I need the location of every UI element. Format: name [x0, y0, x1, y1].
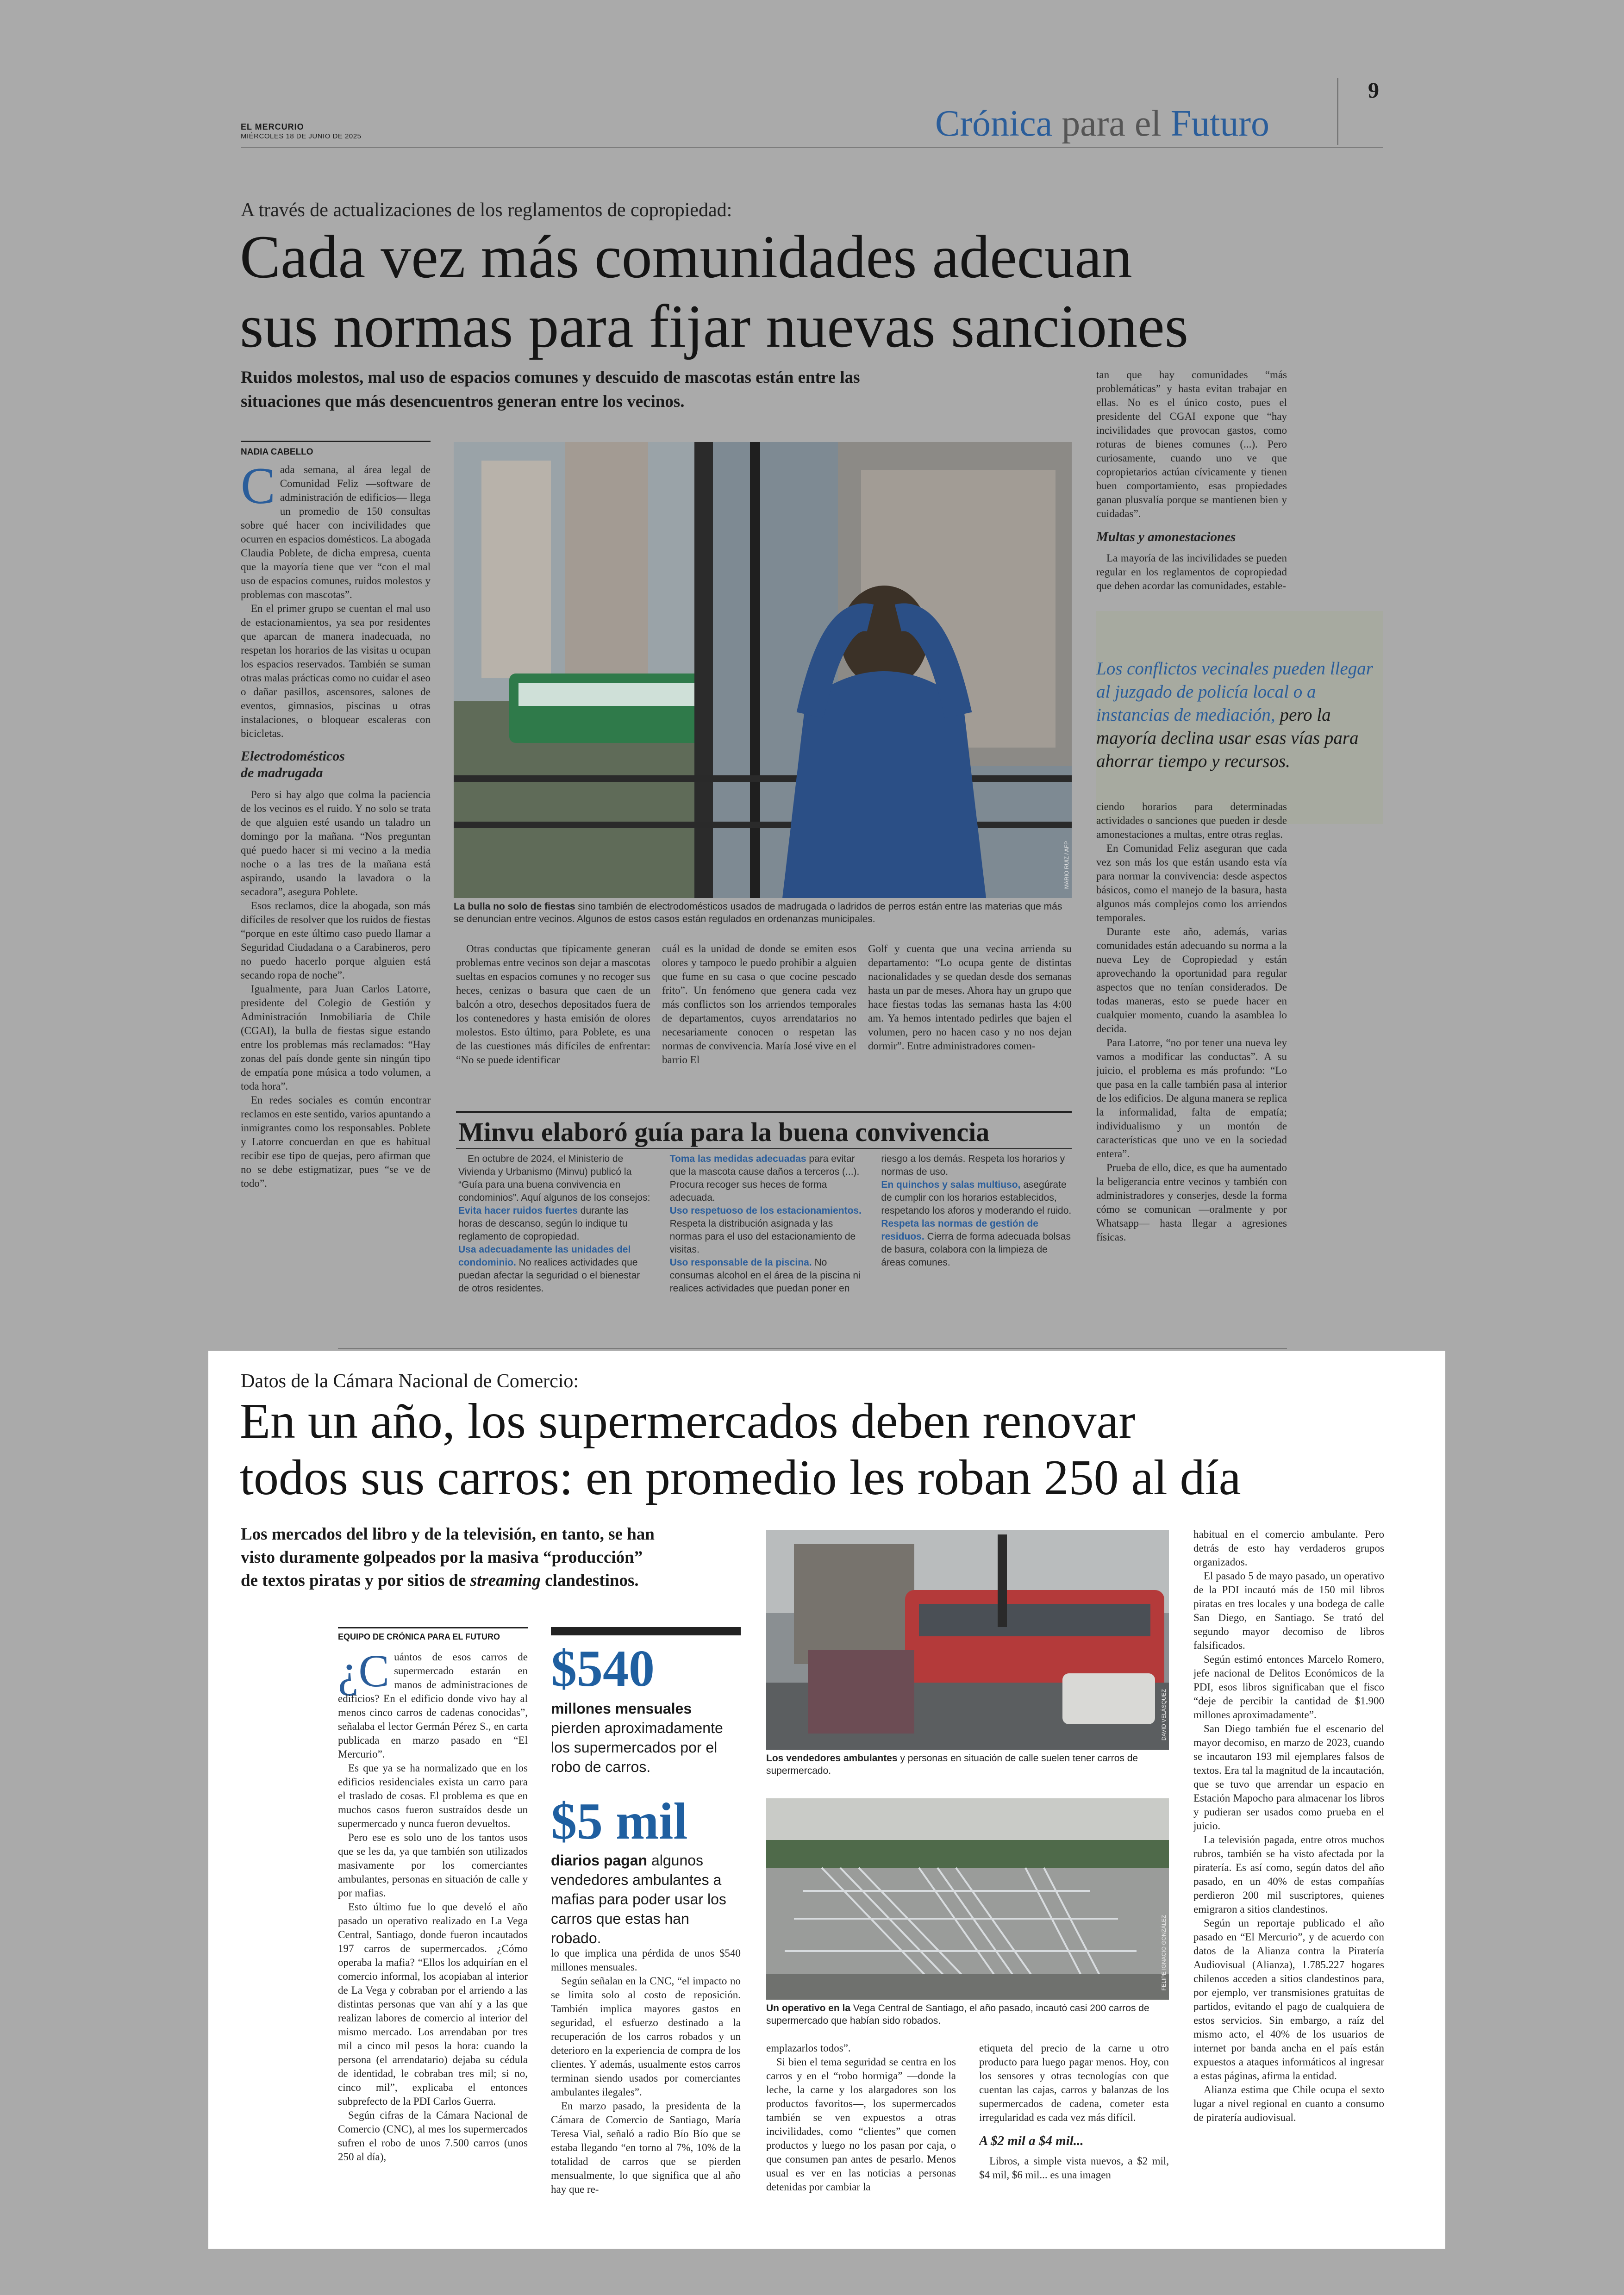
stat2-desc: algunos vendedores ambulantes a mafias para poder usar los carros que estas han robado. — [551, 1852, 726, 1946]
photo2-caption-text: Vega Central de Santiago, el año pasado, incautó casi 200 carros de supermercado que habían sido robados. — [766, 2003, 1149, 2026]
article1-paragraph: Durante este año, además, varias comunidades están adecuando su norma a la nueva Ley de Copropiedad y están aprovechando la oportunidad para regular aspectos que no tenían considerados. De todas maneras, esto se puede hacer en cualquier momento, cuando la asamblea lo decida. — [1096, 926, 1287, 1035]
box-tip — [881, 1179, 1074, 1217]
photo1-credit: DAVID VELÁSQUEZ — [1161, 1689, 1167, 1740]
section-title-a: Crónica — [935, 103, 1053, 144]
article2-paragraph: Según un reportaje publicado el año pasado en “El Mercurio”, y de acuerdo con datos de la Alianza contra la Piratería Audiovisual (Alianza), 1.785.227 hogares chilenos acceden a sitios clandestinos para, por ejemplo, ver transmisiones gratuitas de partidos, evitando el pago de cualquiera de estos servicios. Sin embargo, a raíz del mismo acto, el 40% de los usuarios de internet por banda ancha en el país están expuestos a ataques informáticos al ingresar a estas páginas, afirma la entidad. — [1193, 1917, 1384, 2082]
article2-dropcap: ¿C — [338, 1650, 390, 1696]
article1-deck-line2: situaciones que más desencuentros generan entre los vecinos. — [241, 392, 685, 411]
article1-photo-caption — [454, 900, 1072, 925]
article-divider — [338, 1348, 1287, 1349]
box-tip-text: asegúrate de cumplir con los horarios establecidos, respetando los aforos y moderando el ruido. — [881, 1179, 1072, 1216]
article2-paragraph: Según señalan en la CNC, “el impacto no se limita solo al costo de reposición. También implica mayores gastos en seguridad, el esfuerzo destinado a la recuperación de los carros robados y un deterioro en la experiencia de compra de los clientes. Y además, usualmente estos carros terminan siendo usados por comerciantes ambulantes ilegales”. — [551, 1975, 741, 2098]
article1-caption-bold: La bulla no solo de fiestas — [454, 901, 575, 912]
box-top-rule — [456, 1111, 1072, 1113]
article2-byline: EQUIPO DE CRÓNICA PARA EL FUTURO — [338, 1632, 500, 1641]
stat1-desc: pierden aproximadamente los supermercados por el robo de carros. — [551, 1720, 723, 1775]
article1-paragraph: En Comunidad Feliz aseguran que cada vez son más los que están usando esta vía para normar la convivencia: desde aspectos básicos, como el manejo de la basura, hasta algunos más complejos como los arriendos temporales. — [1096, 842, 1287, 923]
pullquote — [1096, 657, 1379, 773]
box-tip-title: Respeta las normas de gestión de residuos. — [881, 1218, 1038, 1242]
article1-lead: ada semana, al área legal de Comunidad Feliz —software de administración de edificios— llega un promedio de 150 consultas sobre qué hacer con incivilidades que ocurren en espacios domésticos. La abogada Claudia Poblete, de dicha empresa, cuenta que la mayoría tiene que ver “con el mal uso de espacios comunes, ruidos molestos y problemas con mascotas”. — [241, 464, 431, 600]
stats-rule — [551, 1627, 741, 1635]
deck-text: clandestinos. — [540, 1571, 639, 1590]
pullquote-text: pero la mayoría declina usar esas vías para ahorrar tiempo y recursos. — [1096, 705, 1359, 771]
article1-right-subhead: Multas y amonestaciones — [1096, 530, 1236, 544]
article1-column-1 — [241, 463, 431, 1328]
article1-headline — [240, 222, 1305, 361]
article1-paragraph: La mayoría de las incivilidades se pueden regular en los reglamentos de copropiedad que deben acordar las comunidades, estable- — [1096, 552, 1287, 592]
article2-paragraph: Esto último fue lo que develó el año pasado un operativo realizado en La Vega Central, Santiago, donde fueron incautados 197 carros de supermercados. ¿Cómo operaba la mafia? “Ellos los adquirían en el comercio informal, los acopiaban al interior de La Vega y cobraban por el arriendo a las distintas personas que van ahí y a las que realizan labores de comercio al interior del mismo mercado. Los arrendaban por tres mil a cinco mil pesos la hora: cuando la persona (el arrendatario) dejaba su cédula de identidad, le cobraban tres mil; si no, cinco mil”, explicaba el entonces subprefecto de la PDI Carlos Guerra. — [338, 1901, 528, 2107]
article2-photo-1 — [766, 1530, 1169, 1750]
stat2-value: $5 mil — [551, 1793, 688, 1850]
masthead-divider — [1337, 78, 1338, 145]
article1-paragraph: En el primer grupo se cuentan el mal uso de estacionamientos, ya sea por residentes que aparcan de manera inadecuada, no respetan los horarios de las visitas u ocupan los espacios reservados. También se suman otras malas prácticas como no cuidar el aseo o dañar pasillos, ascensores, salones de eventos, gimnasios, piscinas u otras instalaciones, o bloquear escaleras con bicicletas. — [241, 603, 431, 739]
article2-paragraph: etiqueta del precio de la carne u otro producto para luego pagar menos. Hoy, con los sensores y otras tecnologías con que cuentan las cajas, carros y balanzas de los supermercados de cadena, cometer esta irregularidad es cada vez más difícil. — [979, 2042, 1169, 2123]
article2-deck-line2: visto duramente golpeados por la masiva “producción” — [241, 1548, 643, 1567]
article1-paragraph: Esos reclamos, dice la abogada, son más difíciles de resolver que los ruidos de fiestas “porque en este último caso puedo llamar a Seguridad Ciudadana o a Carabineros, pero no puedo hacerlo porque alguien está secando ropa de noche”. — [241, 900, 431, 981]
box-tip-text: Cierra de forma adecuada bolsas de basura, colabora con la limpieza de áreas comunes. — [881, 1231, 1071, 1268]
article2-paragraph: Pero ese es solo uno de los tantos usos que se les da, ya que también son utilizados masivamente por los comerciantes ambulantes, personas en situación de calle y por mafias. — [338, 1832, 528, 1899]
article2-paragraph: En marzo pasado, la presidenta de la Cámara de Comercio de Santiago, María Teresa Vial, señaló a radio Bío Bío que se estaba llegando “en torno al 7%, 10% de la totalidad de carros que se pierden mensualmente, lo que significa que al año hay que re- — [551, 2100, 741, 2195]
article1-paragraph: tan que hay comunidades “más problemáticas” y hasta evitan trabajar en ellas. No es el único costo, pues el presidente del CGAI expone que “hay incivilidades que provocan gastos, como roturas de bienes comunes (...). Pero curiosamente, cuando uno ve que copropietarios actúan cívicamente y tienen buen comportamiento, esas propiedades ganan plusvalía porque se mantienen bien y cuidadas”. — [1096, 369, 1287, 519]
box-title: Minvu elaboró guía para la buena convivencia — [458, 1117, 990, 1147]
box-intro: En octubre de 2024, el Ministerio de Vivienda y Urbanismo (Minvu) publicó la “Guía para una buena convivencia en condominios”. Aquí algunos de los consejos: — [458, 1154, 650, 1203]
stat1-text — [551, 1699, 741, 1777]
deck-text: de textos piratas y por sitios de — [241, 1571, 470, 1590]
section-title-c: Futuro — [1170, 103, 1269, 144]
article2-byline-rule — [338, 1627, 528, 1628]
box-tip-title: Uso responsable de la piscina. — [669, 1257, 812, 1268]
article1-caption-text: sino también de electrodomésticos usados de madrugada o ladridos de perros están entre las materias que más se denuncian entre vecinos. Algunos de estos casos están regulados en ordenanzas municipales. — [454, 901, 1062, 924]
article2-headline — [240, 1393, 1425, 1506]
box-title-rule — [456, 1148, 1072, 1149]
article2-right-column — [1193, 1528, 1384, 2229]
article1-byline: NADIA CABELLO — [241, 447, 313, 457]
box-tip-title: Evita hacer ruidos fuertes — [458, 1205, 578, 1216]
article2-column-4 — [979, 2041, 1169, 2229]
photo2-credit: FELIPE IGNACIO GONZÁLEZ — [1161, 1915, 1167, 1990]
issue-date: MIÉRCOLES 18 DE JUNIO DE 2025 — [241, 132, 362, 140]
article2-photo-2 — [766, 1798, 1169, 2000]
photo1-caption-text: y personas en situación de calle suelen tener carros de supermercado. — [766, 1753, 1138, 1776]
box-tip-text: No realices actividades que puedan afectar la seguridad o el bienestar de otros residentes. — [458, 1257, 640, 1294]
article1-deck-line1: Ruidos molestos, mal uso de espacios comunes y descuido de mascotas están entre las — [241, 368, 860, 387]
box-tip-title: Uso respetuoso de los estacionamientos. — [669, 1205, 862, 1216]
article2-paragraph: San Diego también fue el escenario del mayor decomiso, en marzo de 2023, cuando se incautaron 193 mil ejemplares falsos de textos. Era tal la magnitud de la incautación, que se tuvo que arrendar un espacio en Estación Mapocho para almacenar los libros y pudieran ser usados como prueba en el juicio. — [1193, 1723, 1384, 1832]
article2-deck-line1: Los mercados del libro y de la televisión, en tanto, se han — [241, 1525, 655, 1544]
article1-paragraph: Igualmente, para Juan Carlos Latorre, presidente del Colegio de Gestión y Administración Inmobiliaria de Chile (CGAI), la bulla de fiestas sigue estando entre los problemas más reclamados: “Hay zonas del país donde gente sin ningún tipo de empatía pone música a todo volumen, a toda hora”. — [241, 983, 431, 1092]
box-tip-text: durante las horas de descanso, según lo indique tu reglamento de copropiedad. — [458, 1205, 629, 1242]
page-number: 9 — [1368, 78, 1379, 103]
article1-kicker: A través de actualizaciones de los reglamentos de copropiedad: — [241, 200, 732, 221]
article2-subhead: A $2 mil a $4 mil... — [979, 2133, 1084, 2148]
box-tip — [670, 1204, 863, 1256]
article1-right-top — [1096, 368, 1287, 609]
deck-italic: streaming — [470, 1571, 541, 1590]
article1-column-2 — [456, 942, 650, 1113]
article2-paragraph: La televisión pagada, entre otros muchos rubros, también se ha visto afectada por la piratería. Es así como, según datos del año pasado, en un 40% de estas compañías perdieron 200 mil suscriptores, quienes emigraron a sitios clandestinos. — [1193, 1834, 1384, 1915]
article2-photo1-caption — [766, 1752, 1169, 1777]
box-body — [458, 1153, 1074, 1324]
box-tip-title: En quinchos y salas multiuso, — [881, 1179, 1021, 1190]
article2-headline-line1: En un año, los supermercados deben renovar — [240, 1394, 1136, 1449]
article2-column-1 — [338, 1650, 528, 2229]
article1-paragraph: Golf y cuenta que una vecina arrienda su departamento: “Lo ocupa gente de distintas nacionalidades y se quedan desde dos semanas hasta un par de meses. Ahora hay un grupo que hace fiestas todas las semanas hasta las 4:00 am. Ya hemos intentado pedirles que bajen el volumen, pero no hacen caso y no nos dejan dormir”. Entre administradores comen- — [868, 943, 1072, 1052]
article2-headline-line2: todos sus carros: en promedio les roban 250 al día — [240, 1450, 1241, 1505]
box-tip-title: Usa adecuadamente las unidades del condominio. — [458, 1244, 631, 1268]
box-tip — [670, 1153, 863, 1204]
article2-paragraph: Alianza estima que Chile ocupa el sexto lugar a nivel regional en cuanto a consumo de piratería audiovisual. — [1193, 2084, 1384, 2123]
article2-deck-line3 — [241, 1569, 764, 1592]
article1-paragraph: Otras conductas que típicamente generan problemas entre vecinos son dejar a mascotas sueltas en espacios comunes y no recoger sus heces, cenizas o basura que caen de un balcón a otro, desechos depositados fuera de los contenedores y hasta emisión de olores molestos. Esto último, para Poblete, es una de las cuestiones más difíciles de enfrentar: “No se puede identificar — [456, 943, 650, 1066]
article2-paragraph: Según estimó entonces Marcelo Romero, jefe nacional de Delitos Económicos de la PDI, esos libros significaban que el fisco “deje de percibir la cantidad de $1.900 millones aproximadamente”. — [1193, 1653, 1384, 1721]
article1-paragraph: Para Latorre, “no por tener una nueva ley vamos a modificar las conductas”. A su juicio, el problema es más profundo: “Lo que pasa en la calle también pasa al interior de los edificios. De alguna manera se replica la informalidad, falta de empatía; individualismo y un montón de características que uno ve en la sociedad entera”. — [1096, 1037, 1287, 1160]
byline-rule — [241, 441, 431, 442]
article1-paragraph: ciendo horarios para determinadas actividades o sanciones que pueden ir desde amonestaciones a multas, entre otras reglas. — [1096, 801, 1287, 840]
article2-deck — [241, 1523, 764, 1592]
article2-paragraph: Si bien el tema seguridad se centra en los carros y en el “robo hormiga” —donde la leche, la carne y los alargadores son los productos favoritos—, los supermercados también se ven expuestos a otras incivilidades, como “clientes” que comen productos y luego no los pasan por caja, o que consumen pan antes de pesarlo. Menos usual es ver en las noticias a personas detenidas por cambiar la — [766, 2056, 956, 2193]
article1-paragraph: En redes sociales es común encontrar reclamos en este sentido, varios apuntando a inmigrantes como los responsables. Poblete y Latorre concuerdan en que es habitual recibir ese tipo de quejas, pero afirman que no se debe estigmatizar, pues “se ve de todo”. — [241, 1094, 431, 1189]
article1-headline-line2: sus normas para fijar nuevas sanciones — [240, 292, 1189, 360]
article1-paragraph: cuál es la unidad de donde se emiten esos olores y tampoco le puedo prohibir a alguien que fume en su casa o que cocine pescado frito”. Un fenómeno que genera cada vez más conflictos son los arriendos temporales de departamentos, cuyos arrendatarios no necesariamente conocen o respetan las normas de convivencia. María José vive en el barrio El — [662, 943, 856, 1066]
article1-column-3 — [662, 942, 856, 1113]
box-tip-title: Toma las medidas adecuadas — [669, 1154, 806, 1164]
article1-right-bottom — [1096, 800, 1287, 1325]
article2-photo2-caption — [766, 2002, 1169, 2027]
article2-paragraph: habitual en el comercio ambulante. Pero detrás de esto hay verdaderos grupos organizados. — [1193, 1528, 1384, 1568]
article2-column-3 — [766, 2041, 956, 2229]
photo1-caption-bold: Los vendedores ambulantes — [766, 1753, 898, 1764]
box-tip — [458, 1243, 651, 1295]
stat2-text — [551, 1851, 741, 1948]
section-title — [935, 103, 1269, 145]
article1-photo-illustration — [454, 442, 1072, 898]
box-tip — [881, 1217, 1074, 1269]
stat1-value: $540 — [551, 1640, 655, 1697]
masthead-rule — [241, 147, 1383, 148]
box-tip-text: No consumas alcohol en el área de la piscina ni realices actividades que puedan poner en riesgo a los demás. Respeta los horarios y normas de uso. — [669, 1154, 1065, 1294]
box-tip — [458, 1204, 651, 1243]
photo2-caption-bold: Un operativo en la — [766, 2003, 851, 2014]
article2-kicker: Datos de la Cámara Nacional de Comercio: — [241, 1371, 579, 1392]
article2-paragraph: Es que ya se ha normalizado que en los edificios residenciales exista un carro para el traslado de cosas. El problema es que en muchos casos fueron sustraídos desde un supermercado y nunca fueron devueltos. — [338, 1762, 528, 1829]
article1-subhead — [241, 748, 431, 781]
article1-paragraph: Prueba de ello, dice, es que ha aumentado la beligerancia entre vecinos y también con administradores y conserjes, desde la forma cómo se comunican —oralmente y por Whatsapp— hasta llegar a agresiones físicas. — [1096, 1162, 1287, 1243]
article1-headline-line1: Cada vez más comunidades adecuan — [240, 223, 1132, 291]
article2-paragraph: El pasado 5 de mayo pasado, un operativo de la PDI incautó más de 150 mil libros piratas en tres locales y una bodega de calle San Diego, en Santiago. Se trató del segundo mayor decomiso de libros falsificados. — [1193, 1570, 1384, 1651]
article1-subhead-line1: Electrodomésticos — [241, 748, 345, 764]
article2-paragraph: lo que implica una pérdida de unos $540 millones mensuales. — [551, 1947, 741, 1973]
carts-photo-illustration — [766, 1798, 1169, 2000]
article1-dropcap: C — [241, 463, 275, 515]
article1-subhead-line2: de madrugada — [241, 765, 323, 780]
article1-column-4 — [868, 942, 1072, 1113]
stat1-bold: millones mensuales — [551, 1700, 692, 1717]
article1-photo — [454, 442, 1072, 898]
article1-deck — [241, 366, 1120, 414]
box-tip-text: Respeta la distribución asignada y las normas para el uso del estacionamiento de visitas. — [669, 1218, 856, 1255]
paper-name: EL MERCURIO — [241, 122, 304, 131]
article1-paragraph: Pero si hay algo que colma la paciencia de los vecinos es el ruido. Y no solo se trata de que alguien esté usando un taladro un domingo por la mañana. “Nos preguntan qué puedo hacer si mi vecino a la media noche o a las tres de la mañana está aspirando, usando la lavadora o la secadora”, asegura Poblete. — [241, 789, 431, 898]
article1-photo-credit: MARIO RUIZ / AFP — [1063, 841, 1070, 889]
vendors-photo-illustration — [766, 1530, 1169, 1750]
article2-lead: uántos de esos carros de supermercado estarán en manos de administraciones de edificios? En el edificio donde vivo hay al menos cinco carros de cadenas conocidas”, señalaba el lector Germán Pérez S., en carta publicada en marzo pasado en “El Mercurio”. — [338, 1651, 528, 1760]
box-tip-text: para evitar que la mascota cause daños a terceros (...). Procura recoger sus heces de forma adecuada. — [669, 1154, 860, 1203]
section-title-b: para el — [1062, 103, 1162, 144]
pullquote-italic: Los conflictos vecinales pueden llegar al juzgado de policía local o a instancias de mediación, — [1096, 659, 1373, 725]
article2-paragraph: emplazarlos todos”. — [766, 2042, 851, 2054]
article2-column-2 — [551, 1946, 741, 2229]
article2-paragraph: Según cifras de la Cámara Nacional de Comercio (CNC), al mes los supermercados sufren el robo de unos 7.500 carros (unos 250 al día), — [338, 2109, 528, 2163]
stat2-bold: diarios pagan — [551, 1852, 648, 1869]
article2-paragraph: Libros, a simple vista nuevos, a $2 mil, $4 mil, $6 mil... es una imagen — [979, 2155, 1169, 2181]
